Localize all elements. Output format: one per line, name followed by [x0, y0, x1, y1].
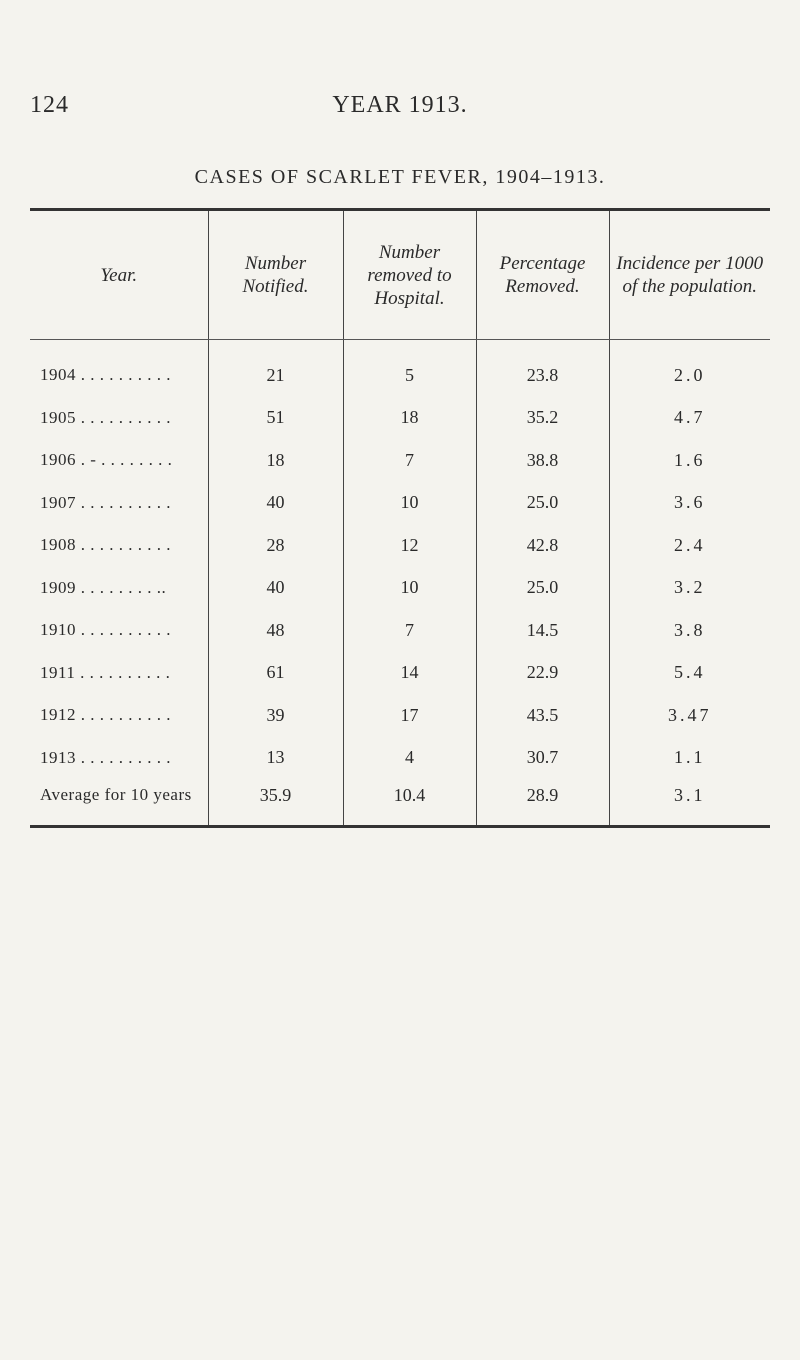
- cell-average-notified: 35.9: [208, 779, 343, 827]
- cell-removed: 7: [343, 609, 476, 652]
- average-row: [30, 779, 770, 827]
- page-number: 124: [30, 92, 69, 118]
- table-row: [30, 652, 770, 695]
- col-header-percentage: Percentage Removed.: [476, 210, 609, 340]
- cell-year: 1910 . . . . . . . . . .: [30, 609, 208, 652]
- cell-removed: 7: [343, 439, 476, 482]
- cell-incidence: 3.2: [674, 577, 706, 598]
- cell-removed: 18: [343, 397, 476, 440]
- cell-notified: 18: [208, 439, 343, 482]
- cell-removed: 4: [343, 737, 476, 780]
- cell-percentage: 22.9: [476, 652, 609, 695]
- table-row: [30, 524, 770, 567]
- cell-incidence: 3.8: [674, 619, 706, 640]
- cell-incidence: 3.47: [668, 704, 712, 725]
- cell-percentage: 25.0: [476, 482, 609, 525]
- cell-incidence: 1.6: [674, 449, 706, 470]
- cell-percentage: 38.8: [476, 439, 609, 482]
- cell-percentage: 35.2: [476, 397, 609, 440]
- cell-removed: 5: [343, 340, 476, 397]
- cell-removed: 10: [343, 567, 476, 610]
- cell-year: 1908 . . . . . . . . . .: [30, 524, 208, 567]
- table-row: [30, 737, 770, 780]
- cell-notified: 48: [208, 609, 343, 652]
- cell-year: 1907 . . . . . . . . . .: [30, 482, 208, 525]
- cell-year: 1906 . - . . . . . . . .: [30, 439, 208, 482]
- cell-notified: 39: [208, 694, 343, 737]
- cell-average-incidence: 3.1: [674, 785, 706, 805]
- cell-incidence: 3.6: [674, 492, 706, 513]
- cell-average-removed: 10.4: [343, 779, 476, 827]
- cell-incidence: 1.1: [674, 747, 706, 768]
- cell-year: 1911 . . . . . . . . . .: [30, 652, 208, 695]
- col-header-notified: Number Notified.: [208, 210, 343, 340]
- cell-year: 1912 . . . . . . . . . .: [30, 694, 208, 737]
- table-row: [30, 694, 770, 737]
- cell-percentage: 43.5: [476, 694, 609, 737]
- cell-notified: 21: [208, 340, 343, 397]
- table-container: [30, 208, 770, 828]
- running-title: YEAR 1913.: [332, 92, 468, 118]
- cell-average-percentage: 28.9: [476, 779, 609, 827]
- cell-removed: 10: [343, 482, 476, 525]
- cell-incidence: 4.7: [674, 407, 706, 428]
- table-row: [30, 340, 770, 397]
- cell-incidence: 2.4: [674, 534, 706, 555]
- table-row: [30, 482, 770, 525]
- cell-incidence: 5.4: [674, 662, 706, 683]
- cell-removed: 12: [343, 524, 476, 567]
- table-row: [30, 397, 770, 440]
- cell-year: 1909 . . . . . . . . ..: [30, 567, 208, 610]
- cell-percentage: 14.5: [476, 609, 609, 652]
- table-row: [30, 567, 770, 610]
- cell-percentage: 30.7: [476, 737, 609, 780]
- cell-percentage: 42.8: [476, 524, 609, 567]
- col-header-year: Year.: [30, 210, 208, 340]
- col-header-incidence: Incidence per 1000 of the population.: [609, 210, 770, 340]
- cell-notified: 28: [208, 524, 343, 567]
- cell-notified: 13: [208, 737, 343, 780]
- cell-percentage: 25.0: [476, 567, 609, 610]
- cell-notified: 51: [208, 397, 343, 440]
- cell-notified: 40: [208, 567, 343, 610]
- cell-notified: 61: [208, 652, 343, 695]
- header-row: [30, 210, 770, 340]
- cell-notified: 40: [208, 482, 343, 525]
- table-title: CASES OF SCARLET FEVER, 1904–1913.: [194, 166, 606, 188]
- cell-year: 1913 . . . . . . . . . .: [30, 737, 208, 780]
- cell-removed: 14: [343, 652, 476, 695]
- cell-percentage: 23.8: [476, 340, 609, 397]
- cell-incidence: 2.0: [674, 364, 706, 385]
- table-row: [30, 609, 770, 652]
- cell-year: 1905 . . . . . . . . . .: [30, 397, 208, 440]
- cell-year: 1904 . . . . . . . . . .: [30, 340, 208, 397]
- cell-average-label: Average for 10 years: [30, 779, 208, 827]
- table-row: [30, 439, 770, 482]
- cell-removed: 17: [343, 694, 476, 737]
- scarlet-fever-table: [30, 208, 770, 828]
- col-header-removed: Number removed to Hospital.: [343, 210, 476, 340]
